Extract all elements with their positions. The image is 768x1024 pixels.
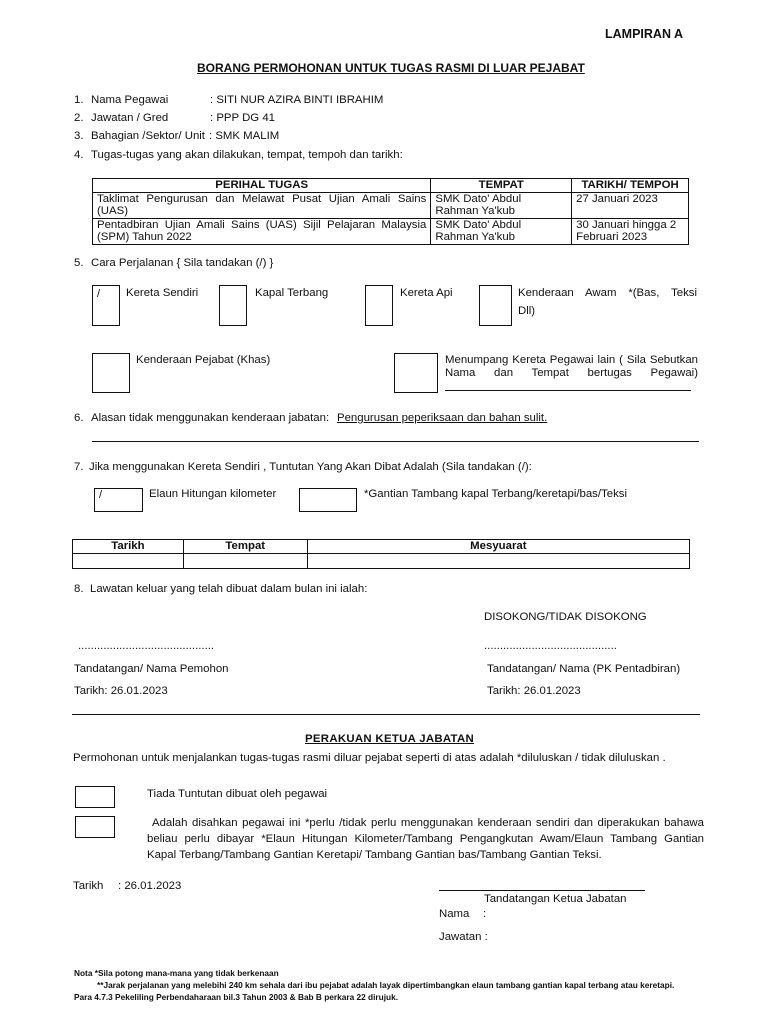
applicant-date: Tarikh: 26.01.2023	[74, 685, 168, 697]
fare-label: *Gantian Tambang kapal Terbang/keretapi/bas/Teksi	[364, 488, 627, 500]
train-checkbox[interactable]	[365, 285, 393, 326]
place-text-line: SMK Dato' Abdul	[435, 218, 522, 231]
admin-signature-label: Tandatangan/ Nama (PK Pentadbiran)	[487, 663, 681, 675]
ride-along-label-cont: Nama dan Tempat bertugas Pegawai)	[445, 367, 698, 379]
item-number-5: 5.	[74, 257, 84, 269]
public-transport-label-cont: Dll)	[518, 305, 536, 317]
section-divider	[72, 714, 700, 715]
item-number-4: 4.	[74, 149, 84, 161]
duties-label: Tugas-tugas yang akan dilakukan, tempat, tempoh dan tarikh:	[91, 149, 403, 161]
visits-label: Lawatan keluar yang telah dibuat dalam bulan ini ialah:	[90, 583, 368, 595]
claim-label: Jika menggunakan Kereta Sendiri , Tuntutan Yang Akan Dibat Adalah (Sila tandakan (/):	[89, 461, 532, 473]
meeting-cell[interactable]	[307, 553, 689, 568]
public-transport-checkbox[interactable]	[479, 285, 512, 326]
head-post-label: Jawatan :	[439, 931, 488, 943]
item-number-1: 1.	[74, 94, 84, 106]
head-name-label: Nama	[439, 908, 470, 920]
reason-line	[92, 441, 699, 442]
admin-date: Tarikh: 26.01.2023	[487, 685, 581, 697]
note-line-2: **Jarak perjalanan yang melebihi 240 km sehala dari ibu pejabat adalah layak dipertimbangkan elaun tambang gantian kapal terbang atau keretapi.	[97, 980, 675, 990]
approval-checkbox[interactable]	[75, 816, 115, 838]
officer-name-value: : SITI NUR AZIRA BINTI IBRAHIM	[210, 94, 384, 106]
reason-label: Alasan tidak menggunakan kenderaan jabatan:	[91, 412, 330, 424]
mileage-label: Elaun Hitungan kilometer	[149, 488, 277, 500]
date-text-line: 30 Januari hingga 2	[576, 218, 677, 231]
column-header-date: TARIKH/ TEMPOH	[572, 179, 689, 193]
note-line-1: Nota *Sila potong mana-mana yang tidak berkenaan	[74, 968, 279, 978]
fare-checkbox[interactable]	[299, 488, 357, 512]
date-cell	[572, 192, 689, 218]
no-claim-label: Tiada Tuntutan dibuat oleh pegawai	[147, 788, 328, 800]
plane-label: Kapal Terbang	[255, 287, 329, 299]
meeting-header-row	[73, 540, 690, 554]
own-car-checkbox[interactable]	[92, 285, 120, 326]
position-grade-value: : PPP DG 41	[210, 112, 276, 124]
place-cell	[431, 218, 572, 244]
own-car-label: Kereta Sendiri	[126, 287, 199, 299]
meeting-table	[72, 539, 690, 569]
ride-along-checkbox[interactable]	[394, 353, 438, 393]
meeting-place-cell[interactable]	[183, 553, 307, 568]
head-signature-line	[439, 890, 645, 891]
task-text-line: Taklimat Pengurusan dan Melawat Pusat Ujian Amali Sains	[97, 192, 427, 205]
place-cell	[431, 192, 572, 218]
task-text-line: (SPM) Tahun 2022	[97, 231, 192, 243]
head-name-colon: :	[483, 908, 487, 920]
table-row	[93, 218, 689, 244]
public-transport-label: Kenderaan Awam *(Bas, Teksi	[518, 287, 697, 299]
ride-along-label: Menumpang Kereta Pegawai lain ( Sila Sebutkan	[445, 354, 698, 366]
item-number-7: 7.	[74, 461, 84, 473]
table-row	[73, 553, 690, 568]
reason-value: Pengurusan peperiksaan dan bahan sulit.	[337, 412, 548, 424]
tick-mark: /	[99, 489, 103, 501]
item-number-3: 3.	[74, 130, 84, 142]
date-text-line: Februari 2023	[576, 231, 648, 243]
endorsement-intro: Permohonan untuk menjalankan tugas-tugas rasmi diluar pejabat seperti di atas adalah *diluluskan / tidak diluluskan .	[73, 752, 666, 764]
applicant-signature-label: Tandatangan/ Nama Pemohon	[74, 663, 229, 675]
note-line-3: Para 4.7.3 Pekeliling Perbendaharaan bil.3 Tahun 2003 & Bab B perkara 22 dirujuk.	[74, 992, 399, 1002]
meeting-date-cell[interactable]	[73, 553, 184, 568]
travel-mode-label: Cara Perjalanan { Sila tandakan (/) }	[91, 257, 274, 269]
ride-along-line	[445, 390, 691, 391]
column-header-place: TEMPAT	[431, 179, 572, 193]
appendix-label: LAMPIRAN A	[605, 27, 684, 41]
task-text-line: Pentadbiran Ujian Amali Sains (UAS) Sijil Pelajaran Malaysia	[97, 218, 427, 231]
position-grade-label: Jawatan / Gred	[91, 112, 169, 124]
officer-name-label: Nama Pegawai	[91, 94, 169, 106]
plane-checkbox[interactable]	[219, 285, 247, 326]
applicant-signature-dots: ...........................................	[78, 640, 215, 652]
column-header-meeting-date: Tarikh	[73, 540, 184, 554]
table-row	[93, 192, 689, 218]
approval-text-line-3: Kapal Terbang/Tambang Gantian Keretapi/ Tambang Gantian bas/Tambang Gantian Teksi.	[147, 849, 602, 861]
date-cell	[572, 218, 689, 244]
endorsement-date-label: Tarikh	[73, 880, 104, 892]
no-claim-checkbox[interactable]	[75, 786, 115, 808]
place-text-line: Rahman Ya'kub	[435, 231, 515, 243]
mileage-checkbox[interactable]	[94, 488, 143, 512]
approval-text-line-1: Adalah disahkan pegawai ini *perlu /tidak perlu menggunakan kenderaan sendiri dan diperakukan bahawa	[152, 817, 704, 829]
endorsement-title: PERAKUAN KETUA JABATAN	[305, 733, 475, 745]
item-number-6: 6.	[74, 412, 84, 424]
form-title: BORANG PERMOHONAN UNTUK TUGAS RASMI DI LUAR PEJABAT	[197, 61, 585, 75]
place-text-line: SMK Dato' Abdul	[435, 192, 522, 205]
task-cell	[93, 192, 431, 218]
endorsement-date-value: : 26.01.2023	[118, 880, 182, 892]
division-value: : SMK MALIM	[209, 130, 280, 142]
approval-text-line-2: beliau perlu dibayar *Elaun Hitungan Kilometer/Tambang Pengangkutan Awam/Elaun Tambang Gantian	[147, 833, 704, 845]
task-text-line: (UAS)	[97, 205, 129, 217]
office-vehicle-checkbox[interactable]	[92, 353, 130, 393]
item-number-2: 2.	[74, 112, 84, 124]
admin-signature-dots: ..........................................	[484, 640, 617, 652]
train-label: Kereta Api	[400, 287, 453, 299]
place-text-line: Rahman Ya'kub	[435, 205, 515, 217]
head-signature-label: Tandatangan Ketua Jabatan	[484, 893, 627, 905]
tick-mark: /	[97, 288, 101, 300]
division-label: Bahagian /Sektor/ Unit	[91, 130, 205, 142]
column-header-task: PERIHAL TUGAS	[93, 179, 431, 193]
date-text-line: 27 Januari 2023	[576, 192, 658, 205]
column-header-meeting-place: Tempat	[183, 540, 307, 554]
duties-table	[92, 178, 689, 245]
task-cell	[93, 218, 431, 244]
column-header-meeting: Mesyuarat	[307, 540, 689, 554]
office-vehicle-label: Kenderaan Pejabat (Khas)	[136, 354, 271, 366]
support-status: DISOKONG/TIDAK DISOKONG	[484, 611, 647, 623]
duties-header-row	[93, 179, 689, 193]
item-number-8: 8.	[74, 583, 84, 595]
